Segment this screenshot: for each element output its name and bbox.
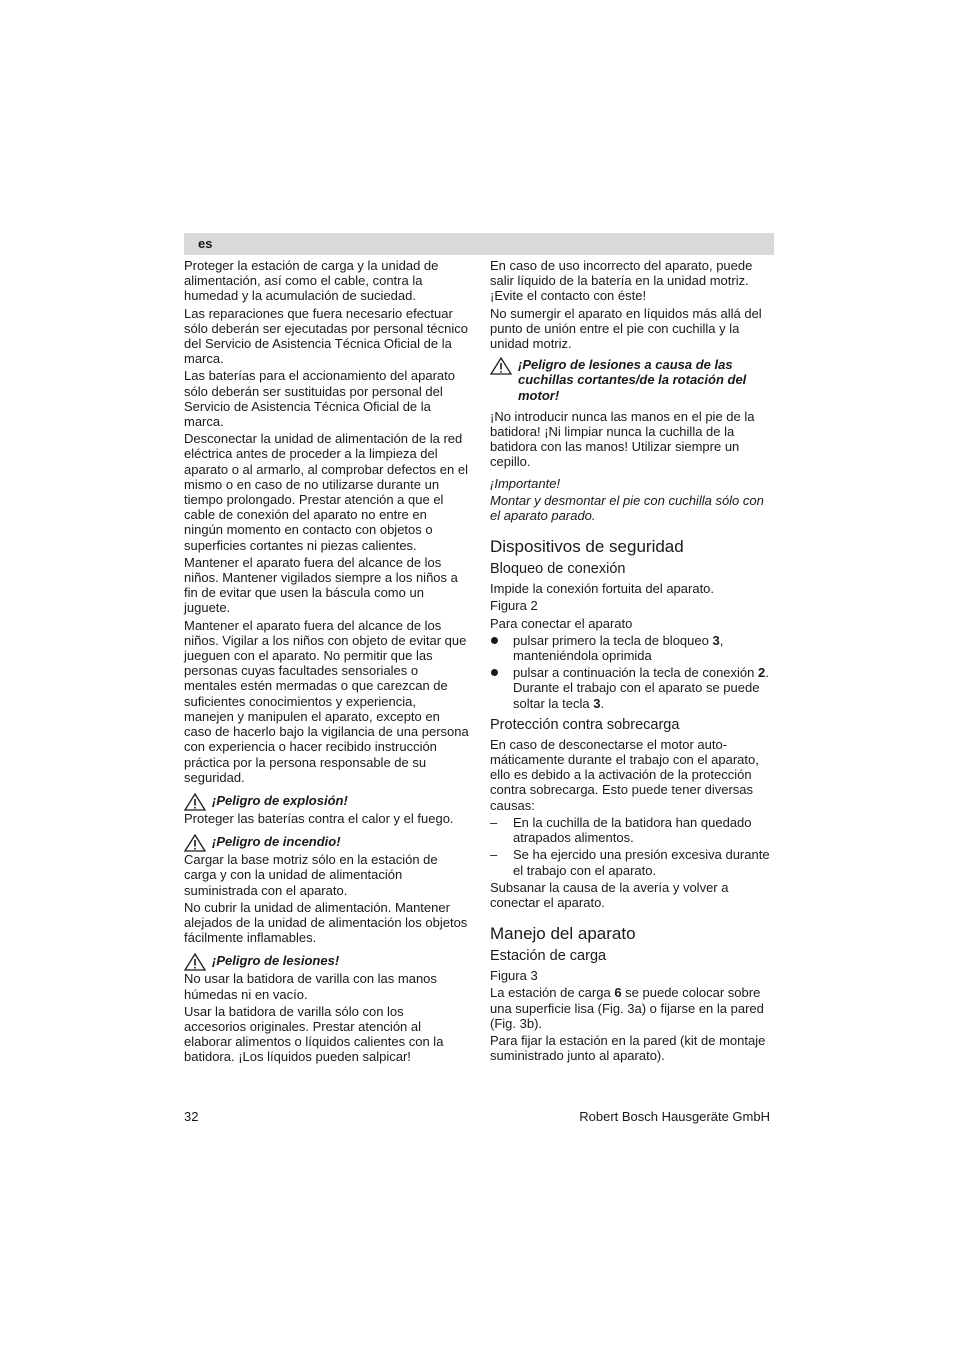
- paragraph: Mantener el aparato fuera del alcance de los niños. Vigilar a los niños con objeto de evitar que jueguen con el aparato. No permitir que las personas cuyas facultades sensoriales o mentales estén mermadas o que carezcan de suficientes conocimientos y experiencia, manejen y manipulen el aparato, excepto en caso de hacerlo bajo la vigilancia de una persona con experiencia o hacer recibido instrucción práctica por la persona responsable de su seguridad.: [184, 617, 469, 785]
- paragraph: Cargar la base motriz sólo en la estación de carga y con la unidad de alimentación suministrada con el aparato.: [184, 852, 438, 898]
- language-bar: [184, 233, 774, 255]
- dash-mark: –: [490, 814, 498, 830]
- paragraph: En caso de uso incorrecto del aparato, puede salir líquido de la batería en la unidad motriz. ¡Evite el contacto con éste!: [490, 258, 753, 304]
- paragraph: Las baterías para el accionamiento del aparato sólo deberán ser sustituidas por personal del Servicio de Asistencia Técnica Oficial de la marca.: [184, 368, 456, 430]
- paragraph: Desconectar la unidad de alimentación de la red eléctrica antes de proceder a la limpieza del aparato o al armarlo, al comprobar defectos en el mismo o en caso de no utilizarse durante un tiempo prolongado. Prestar atención a que el cable de conexión del aparato no entre en ningún momento en contacto con objetos o superficies cortantes ni piezas calientes.: [184, 431, 468, 553]
- paragraph: Para fijar la estación en la pared (kit de montaje suministrado junto al aparato).: [490, 1032, 766, 1064]
- paragraph: No sumergir el aparato en líquidos más allá del punto de unión entre el pie con cuchilla y la unidad motriz.: [490, 305, 762, 352]
- paragraph: La estación de carga 6 se puede colocar sobre una superficie lisa (Fig. 3a) o fijarse en la pared (Fig. 3b).: [490, 985, 764, 1031]
- left-column: [184, 258, 469, 1067]
- warning-title: ¡Peligro de incendio!: [212, 834, 341, 850]
- bullet-icon: [491, 637, 498, 644]
- footer-company: Robert Bosch Hausgeräte GmbH: [579, 1109, 770, 1124]
- page-number: 32: [184, 1109, 199, 1124]
- paragraph: Proteger las baterías contra el calor y el fuego.: [184, 810, 454, 826]
- warning-triangle-icon: [490, 357, 512, 375]
- warning-title: ¡Peligro de explosión!: [212, 792, 348, 808]
- dash-list: [490, 815, 775, 878]
- warning-triangle-icon: [184, 953, 206, 971]
- paragraph: Mantener el aparato fuera del alcance de los niños. Mantener vigilados siempre a los niños a fin de evitar que usen la báscula como un juguete.: [184, 554, 458, 616]
- important-title: ¡Importante!: [490, 475, 561, 491]
- warning-injury: [184, 953, 469, 971]
- paragraph: No cubrir la unidad de alimentación. Mantener alejados de la unidad de alimentación los objetos fácilmente inflamables.: [184, 899, 468, 946]
- paragraph: Las reparaciones que fuera necesario efectuar sólo deberán ser ejecutadas por personal técnico del Servicio de Asistencia Técnica Oficial de la marca.: [184, 305, 469, 367]
- warning-blades: [490, 357, 775, 403]
- paragraph: Subsanar la causa de la avería y volver a conectar el aparato.: [490, 879, 729, 910]
- warning-title: ¡Peligro de lesiones a causa de las cuchillas cortantes/de la rotación del motor!: [518, 357, 747, 403]
- right-column: [490, 258, 775, 1065]
- subheading-overload: Protección contra sobrecarga: [490, 716, 680, 733]
- figure-label: Figura 2: [490, 598, 538, 614]
- warning-triangle-icon: [184, 793, 206, 811]
- subheading-lock: Bloqueo de conexión: [490, 561, 626, 578]
- paragraph: Impide la conexión fortuita del aparato.: [490, 581, 715, 597]
- important-text: Montar y desmontar el pie con cuchilla sólo con el aparato parado.: [490, 492, 764, 524]
- list-item: – En la cuchilla de la batidora han quedado atrapados alimentos.: [490, 814, 752, 846]
- paragraph: Para conectar el aparato: [490, 615, 633, 631]
- section-heading-operation: Manejo del aparato: [490, 924, 636, 944]
- warning-triangle-icon: [184, 834, 206, 852]
- list-item: pulsar primero la tecla de bloqueo 3, manteniéndola oprimida: [490, 633, 775, 663]
- list-item: pulsar a continuación la tecla de conexión 2. Durante el trabajo con el aparato se puede soltar la tecla 3.: [490, 665, 775, 711]
- bullet-icon: [491, 669, 498, 676]
- section-heading-safety: Dispositivos de seguridad: [490, 537, 684, 557]
- paragraph: Proteger la estación de carga y la unidad de alimentación, así como el cable, contra la humedad y la acumulación de suciedad.: [184, 258, 439, 304]
- dash-mark: –: [490, 847, 498, 863]
- paragraph: Usar la batidora de varilla sólo con los accesorios originales. Prestar atención al elaborar alimentos o líquidos calientes con la batidora. ¡Los líquidos pueden salpicar!: [184, 1003, 444, 1065]
- bullet-list: [490, 633, 775, 711]
- warning-fire: [184, 834, 469, 852]
- list-item: – Se ha ejercido una presión excesiva durante el trabajo con el aparato.: [490, 847, 770, 878]
- paragraph: ¡No introducir nunca las manos en el pie de la batidora! ¡Ni limpiar nunca la cuchilla de la batidora con las manos! Utilizar siempre un cepillo.: [490, 408, 755, 470]
- paragraph: No usar la batidora de varilla con las manos húmedas ni en vacío.: [184, 971, 437, 1002]
- warning-title: ¡Peligro de lesiones!: [212, 953, 340, 969]
- paragraph: En caso de desconectarse el motor auto-máticamente durante el trabajo con el aparato, ello es debido a la activación de la protección contra sobrecarga. Esto puede tener diversas causas:: [490, 736, 759, 813]
- language-code: es: [198, 236, 213, 251]
- warning-explosion: [184, 793, 469, 811]
- figure-label: Figura 3: [490, 968, 538, 984]
- subheading-charging-station: Estación de carga: [490, 948, 607, 965]
